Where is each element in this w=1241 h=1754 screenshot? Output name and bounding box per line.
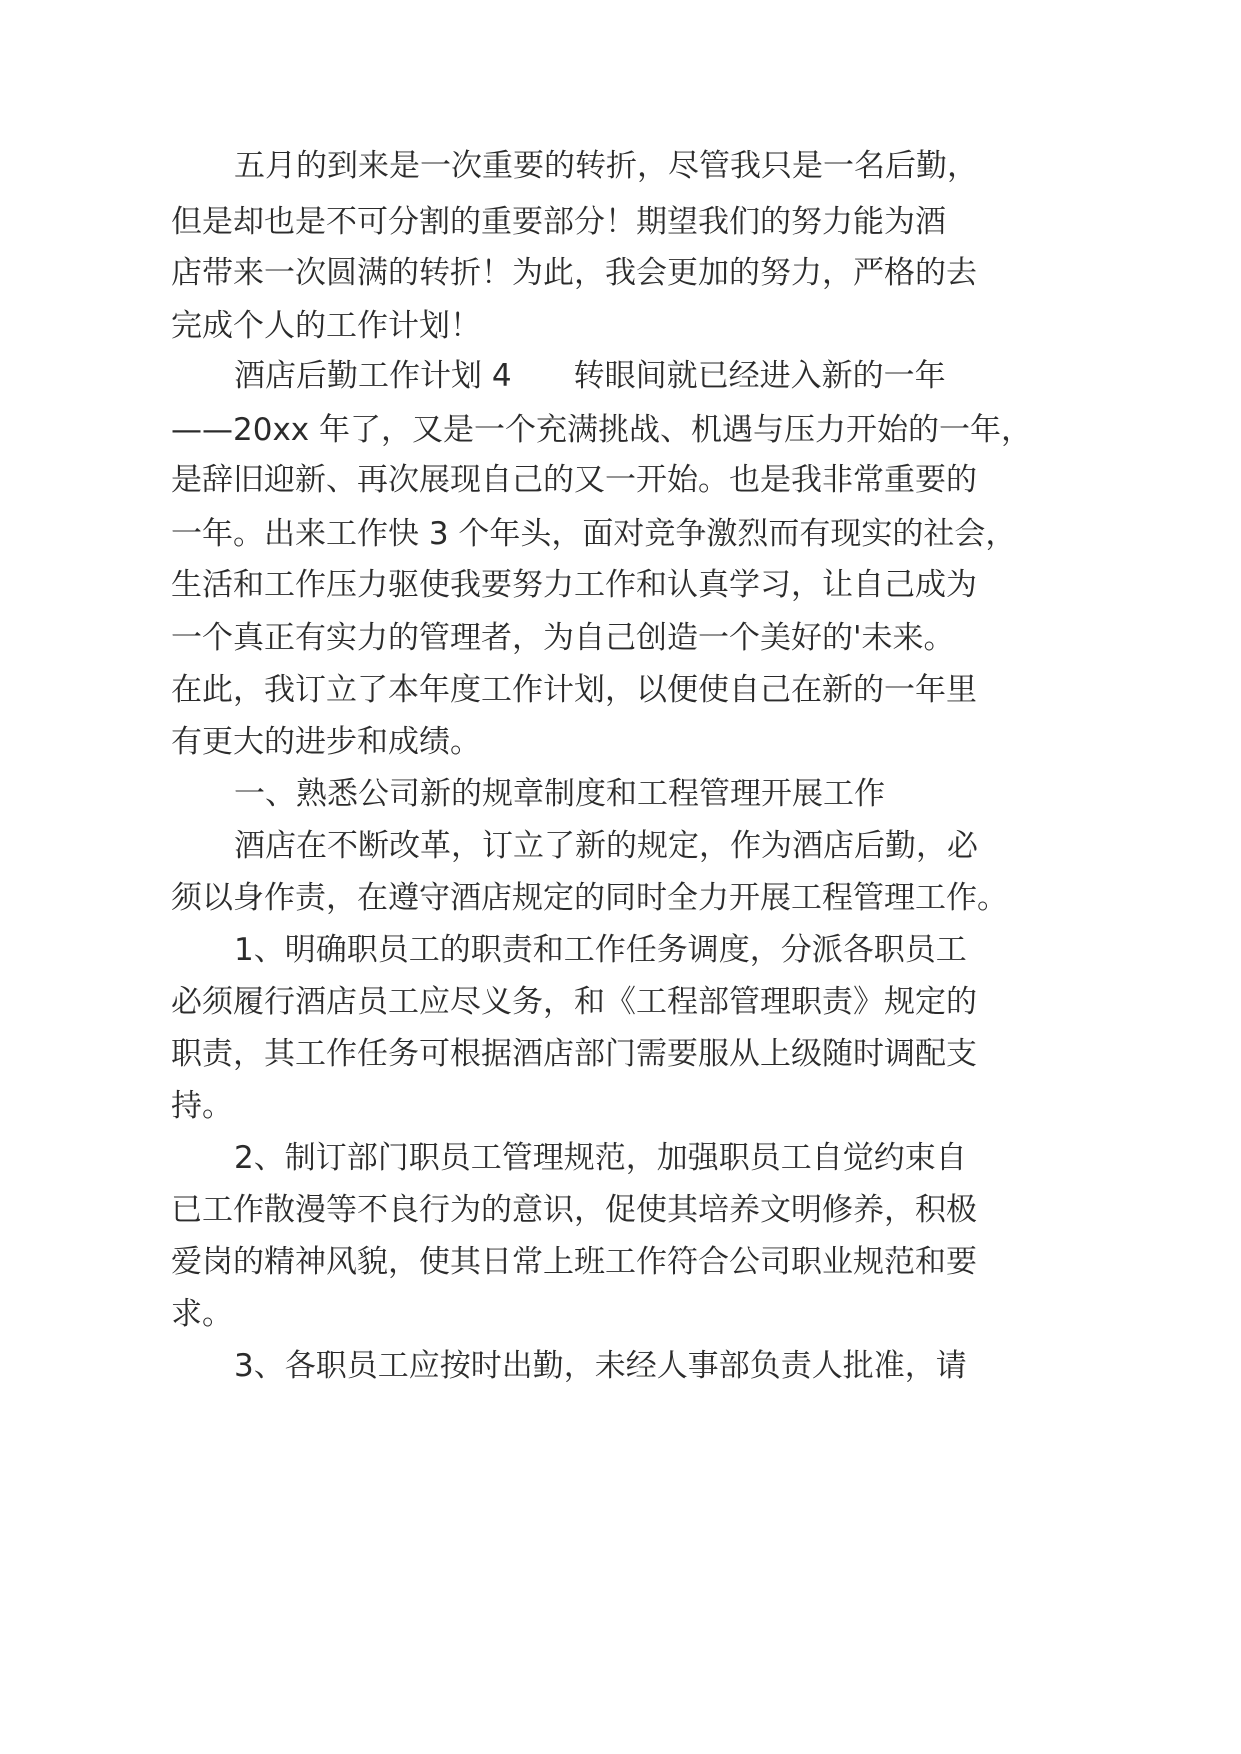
text-line: 但是却也是不可分割的重要部分！期望我们的努力能为酒 <box>171 204 946 240</box>
text-line: 在此，我订立了本年度工作计划，以便使自己在新的一年里 <box>171 672 977 708</box>
text-line: 酒店在不断改革，订立了新的规定，作为酒店后勤，必 <box>234 828 978 864</box>
list-item-line: 持。 <box>171 1088 233 1124</box>
text-line: 一个真正有实力的管理者，为自己创造一个美好的'未来。 <box>171 620 955 656</box>
list-item-line: 3、各职员工应按时出勤，未经人事部负责人批准，请 <box>234 1348 967 1384</box>
text-line: 须以身作责，在遵守酒店规定的同时全力开展工程管理工作。 <box>171 880 1008 916</box>
text-line: 生活和工作压力驱使我要努力工作和认真学习，让自己成为 <box>171 567 977 603</box>
text-line: 酒店后勤工作计划 4 转眼间就已经进入新的一年 <box>234 358 946 394</box>
text-line: ——20xx 年了，又是一个充满挑战、机遇与压力开始的一年， <box>171 412 1032 448</box>
list-item-line: 2、制订部门职员工管理规范，加强职员工自觉约束自 <box>234 1140 967 1176</box>
text-line: 一年。出来工作快 3 个年头，面对竞争激烈而有现实的社会， <box>171 516 1017 552</box>
text-line: 完成个人的工作计划！ <box>171 308 481 344</box>
text-line: 五月的到来是一次重要的转折，尽管我只是一名后勤， <box>234 148 978 184</box>
section-heading: 一、熟悉公司新的规章制度和工程管理开展工作 <box>234 776 885 812</box>
list-item-line: 爱岗的精神风貌，使其日常上班工作符合公司职业规范和要 <box>171 1244 977 1280</box>
list-item-line: 必须履行酒店员工应尽义务，和《工程部管理职责》规定的 <box>171 984 977 1020</box>
list-item-line: 已工作散漫等不良行为的意识，促使其培养文明修养，积极 <box>171 1192 977 1228</box>
list-item-line: 求。 <box>171 1296 233 1332</box>
text-line: 有更大的进步和成绩。 <box>171 724 481 760</box>
text-line: 是辞旧迎新、再次展现自己的又一开始。也是我非常重要的 <box>171 462 977 498</box>
list-item-line: 职责，其工作任务可根据酒店部门需要服从上级随时调配支 <box>171 1036 977 1072</box>
text-line: 店带来一次圆满的转折！为此，我会更加的努力，严格的去 <box>171 255 977 291</box>
list-item-line: 1、明确职员工的职责和工作任务调度，分派各职员工 <box>234 932 967 968</box>
